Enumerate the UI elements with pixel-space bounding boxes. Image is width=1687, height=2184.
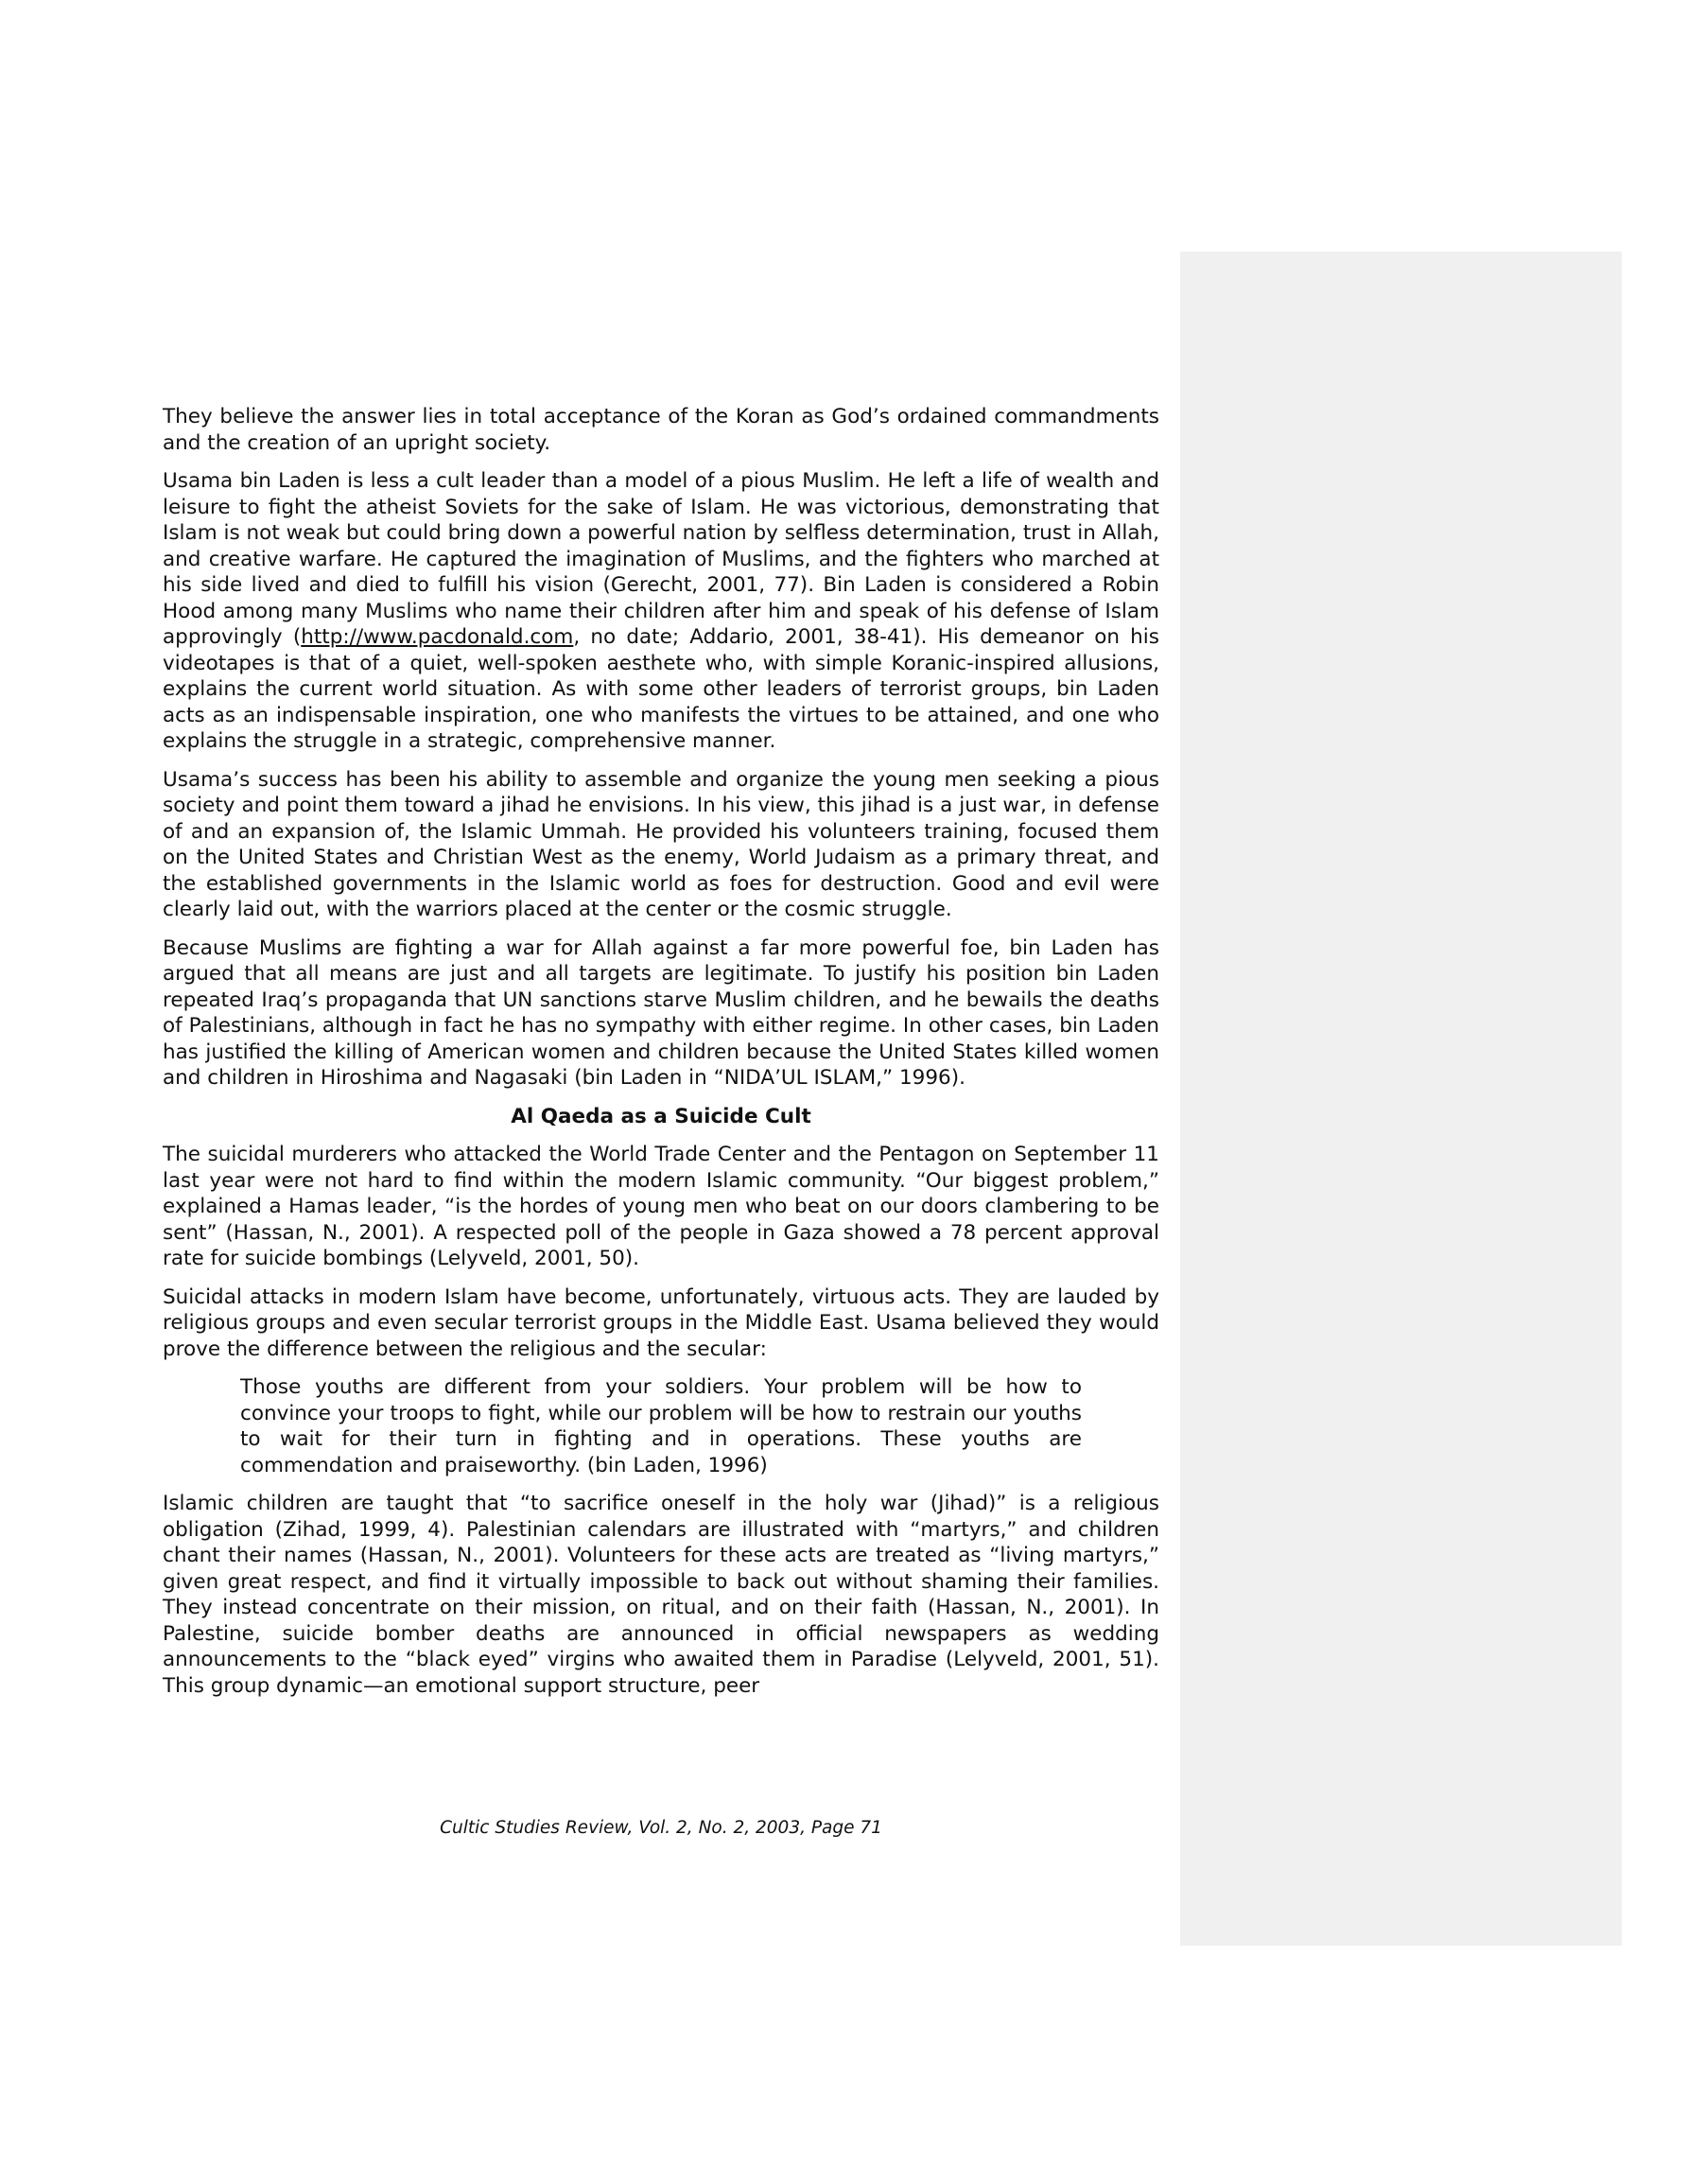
comment-pane [1180, 252, 1622, 1946]
section-heading: Al Qaeda as a Suicide Cult [511, 1104, 811, 1128]
paragraph: The suicidal murderers who attacked the World Trade Center and the Pentagon on September 11 last year were not hard to find within the modern Islamic community. “Our biggest problem,” explained a Hamas leader, “is the hordes of young men who beat on our doors clambering to be sent” (Hassan, N., 2001). A respected poll of the people in Gaza showed a 78 percent approval rate for suicide bombings (Lelyveld, 2001, 50). [163, 1143, 1159, 1270]
paragraph: Because Muslims are fighting a war for Allah against a far more powerful foe, bin Laden has argued that all means are just and all targets are legitimate. To justify his position bin Laden repeated Iraq’s propaganda that UN sanctions starve Muslim children, and he bewails the deaths of Palestinians, although in fact he has no sympathy with either regime. In other cases, bin Laden has justified the killing of American women and children because the United States killed women and children in Hiroshima and Nagasaki (bin Laden in “NIDA’UL ISLAM,” 1996). [163, 935, 1159, 1090]
paragraph: Suicidal attacks in modern Islam have become, unfortunately, virtuous acts. They are lauded by religious groups and even secular terrorist groups in the Middle East. Usama believed they would prove the difference between the religious and the secular: [163, 1284, 1159, 1361]
block-quote: Those youths are different from your soldiers. Your problem will be how to convince your troops to fight, while our problem will be how to restrain our youths to wait for their turn in fighting and in operations. These youths are commendation and praiseworthy. (bin Laden, 1996) [240, 1375, 1082, 1477]
page-footer: Cultic Studies Review, Vol. 2, No. 2, 2003, Page 71 [440, 1818, 882, 1838]
paragraph [163, 468, 1159, 755]
pacdonald-link[interactable]: http://www.pacdonald.com [301, 625, 574, 649]
document-body [163, 404, 1159, 1711]
paragraph: They believe the answer lies in total acceptance of the Koran as God’s ordained commandments and the creation of an upright society. [163, 405, 1159, 455]
paragraph: Islamic children are taught that “to sacrifice oneself in the holy war (Jihad)” is a religious obligation (Zihad, 1999, 4). Palestinian calendars are illustrated with “martyrs,” and children chant their names (Hassan, N., 2001). Volunteers for these acts are treated as “living martyrs,” given great respect, and find it virtually impossible to back out without shaming their families. They instead concentrate on their mission, on ritual, and on their faith (Hassan, N., 2001). In Palestine, suicide bomber deaths are announced in official newspapers as wedding announcements to the “black eyed” virgins who awaited them in Paradise (Lelyveld, 2001, 51). This group dynamic—an emotional support structure, peer [163, 1492, 1159, 1698]
paragraph-text: , no date; Addario, 2001, 38-41). His demeanor on his videotapes is that of a quiet, well-spoken aesthete who, with simple Koranic-inspired allusions, explains the current world situation. As with some other leaders of terrorist groups, bin Laden acts as an indispensable inspiration, one who manifests the virtues to be attained, and one who explains the struggle in a strategic, comprehensive manner. [163, 625, 1159, 753]
paragraph: Usama’s success has been his ability to assemble and organize the young men seeking a pious society and point them toward a jihad he envisions. In his view, this jihad is a just war, in defense of and an expansion of, the Islamic Ummah. He provided his volunteers training, focused them on the United States and Christian West as the enemy, World Judaism as a primary threat, and the established governments in the Islamic world as foes for destruction. Good and evil were clearly laid out, with the warriors placed at the center or the cosmic struggle. [163, 767, 1159, 921]
paragraph-text: Usama bin Laden is less a cult leader than a model of a pious Muslim. He left a life of wealth and leisure to fight the atheist Soviets for the sake of Islam. He was victorious, demonstrating that Islam is not weak but could bring down a powerful nation by selfless determination, trust in Allah, and creative warfare. He captured the imagination of Muslims, and the fighters who marched at his side lived and died to fulfill his vision (Gerecht, 2001, 77). Bin Laden is considered a Robin Hood among many Muslims who name their children after him and speak of his defense of Islam approvingly ( [163, 469, 1159, 649]
